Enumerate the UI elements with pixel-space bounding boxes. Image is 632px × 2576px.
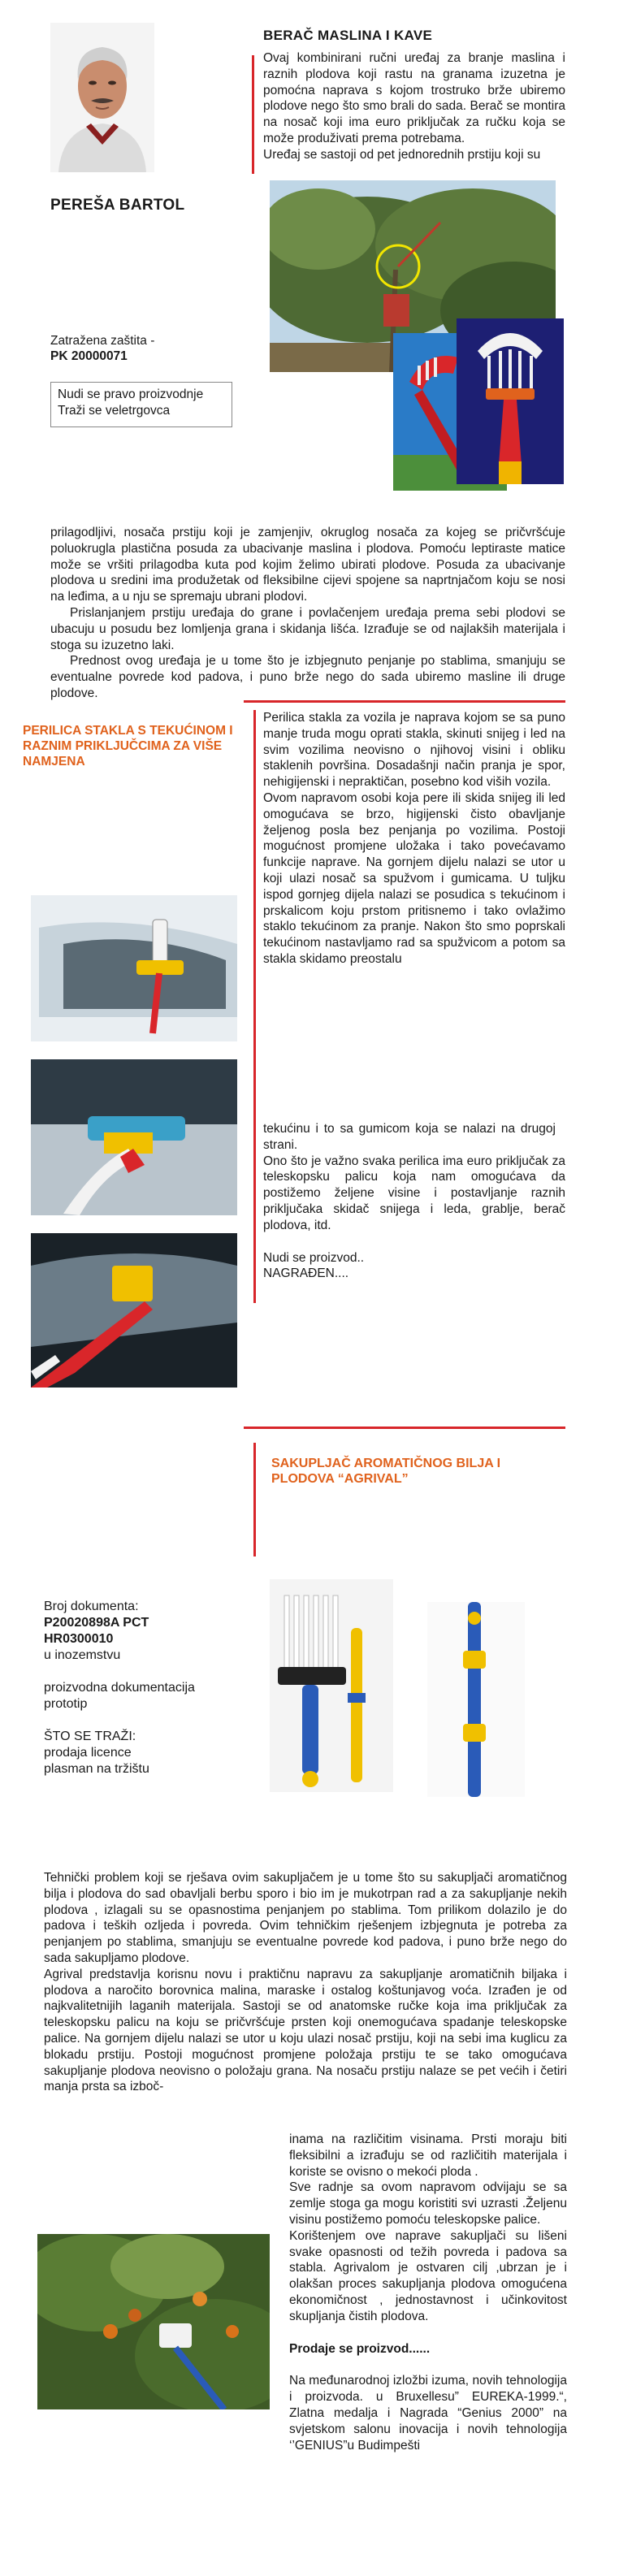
section2-text (263, 710, 565, 968)
doc-prototype: prototip (44, 1697, 88, 1711)
olive-harvester-fork-photo (457, 318, 564, 484)
section2-title: PERILICA STAKLA S TEKUĆINOM I RAZNIM PRIKLJUČCIMA ZA VIŠE NAMJENA (23, 724, 233, 768)
section2-text-cont (263, 1121, 565, 1282)
body-paragraph: tekućinu i to sa gumicom koja se nalazi na drugoj strani. (263, 1122, 556, 1152)
doc-number: HR0300010 (44, 1632, 114, 1646)
awards-text: Na međunarodnoj izložbi izuma, novih tehnologija i proizvoda. u Bruxellesu” EUREKA-1999.“, Zlatna medalja i Nagrada “Genius 2000” na svjetskom salonu inovacija i novih tehnologija ‘’GENIUS”u Budimpešti (289, 2374, 567, 2453)
seek-label: ŠTO SE TRAŽI: (44, 1730, 136, 1743)
offer-text: Nudi se proizvod.. (263, 1250, 365, 1265)
award-text: NAGRAĐEN.... (263, 1266, 349, 1281)
red-divider (253, 1443, 256, 1556)
section1-title: BERAČ MASLINA I KAVE (263, 28, 433, 43)
intro-text-2: Uređaj se sastoji od pet jednorednih prstiju koji su (263, 147, 541, 162)
red-divider (252, 55, 254, 174)
body-paragraph: Sve radnje sa ovom napravom odvijaju se sa zemlje stoga ga mogu koristiti svi uzrasti .Željenu visinu postižemo pomoću teleskopske palice. (289, 2180, 567, 2227)
body-paragraph: Korištenjem ove naprave sakupljači su lišeni svake opasnosti od težih povreda i padova sa stabla. Agrivalom je ostvaren cilj ,ubrzan je i olakšan proces sakupljanja plodova omogućena ekonomičnost , jednostavnost i učinkovitost skupljanja čistih plodova. (289, 2228, 567, 2323)
body-paragraph: inama na različitim visinama. Prsti moraju biti fleksibilni a izrađuju se od različitih materijala i koriste se ovisno o mekoći ploda . (289, 2132, 567, 2179)
inventor-portrait (50, 23, 154, 172)
section1-body (50, 525, 565, 702)
body-paragraph: Agrival predstavlja korisnu novu i praktičnu napravu za sakupljanje aromatičnih biljaka i plodova a naročito borovnica malina, maraske i ostalog koštunjavog voća. Izrađen je od najkvalitetnijih laganih materijala. Sastoji se od anatomske ručke koja ima priključak za teleskopsku palicu na koju se pričvršćuje prsten koji onemogućava spadanje teleskopske palice. Na gornjem dijelu nalazi se utor u koju ulazi nosač prstiju, koji na sebi ima kuglicu za blokadu prstiju. Postoji mogućnost promjene položaja prstiju te se tako omogućava sakupljanje plodova neovisno o položaju grana. Na nosaču prstiju nalaze se pet većih i četiri manja prsta sa izboč- (44, 1967, 567, 2094)
offer-line-2: Traži se veletrgovca (58, 403, 171, 418)
body-paragraph: prilagodljivi, nosača prstiju koji je zamjenjiv, okruglog nosača za kojeg se pričvršćuje poluokrugla plastična posuda za ubacivanje maslina i plodova. Pomoću leptiraste matice može se vršiti prilagodba kuta pod kojim želimo ubirati plodove. Posuda za ubacivanje plodova u sredini ima produžetak od fleksibilne cijevi spojene sa naprtnjačom koju se nosi na leđima, a u nju se spremaju ubrani plodovi. (50, 526, 565, 604)
section3-body (44, 1870, 567, 2095)
red-divider (253, 710, 256, 1303)
berry-picking-photo (37, 2234, 270, 2409)
body-paragraph: Ovom napravom osobi koja pere ili skida snijeg ili led omogućava se brzo, higijenski čisto obavljanje željenog posla bez penjanja po vozilima. Postoji mogućnost promjene uložaka i tako povećavamo funkcije naprave. Na gornjem dijelu nalazi se utor u koji ulazi nosač sa spužvom i gumicama. U tuljku ispod gornjeg dijela nalazi se posudica s tekućinom i prskalicom koju prstom pritisnemo i tako ovlažimo staklo tekućinom za pranje. Nakon što smo poprskali tekućinom nastavljamo rad sa spužvicom a potom sa stakla skidamo preostalu (263, 790, 565, 966)
snow-scraper-photo (31, 1233, 237, 1388)
offer-text: Prodaje se proizvod...... (289, 2341, 431, 2356)
section-divider (244, 1427, 565, 1429)
protection-number: PK 20000071 (50, 349, 128, 363)
doc-label: Broj dokumenta: (44, 1600, 139, 1613)
body-paragraph: Ono što je važno svaka perilica ima euro priključak za teleskopsku palicu koja nam omogućava da postižemo željene visine i postavljanje raznih priključaka skidač snijega i leda, grablje, berač plodova, itd. (263, 1154, 565, 1232)
body-paragraph: Prislanjanjem prstiju uređaja do grane i povlačenjem uređaja prema sebi plodovi se ubacuju u posudu bez lomljenja grana i skidanja lišća. Izrađuje se od najlakših materijala i stoga su izuzetno laki. (50, 605, 565, 652)
agrival-fork-photo (427, 1602, 525, 1797)
section1-intro (263, 50, 565, 163)
car-window-washer-photo (31, 895, 237, 1041)
doc-number: P20020898A PCT (44, 1616, 149, 1630)
seek-item: prodaja licence (44, 1746, 132, 1760)
inventor-name: PEREŠA BARTOL (50, 197, 185, 214)
window-washer-closeup-photo (31, 1059, 237, 1215)
section-divider (244, 700, 565, 703)
body-paragraph: Tehnički problem koji se rješava ovim sakupljačem je u tome što su sakupljači aromatičnog bilja i plodova do sad obavljali berbu sporo i bio im je mukotrpan rad a za sakupljanje nekih plodova , izlagali su se opasnostima penjanjem po stablima. Tom prilikom dolazilo je do padova i teških ozljeda i povreda. Ovim tehničkim rješenjem izbjegnuta je potreba za penjanjem po stablima, smanjuju se eventualne povrede kod padova, i puno brže nego do sada sakupljamo plodove. (44, 1871, 567, 1965)
body-paragraph: Prednost ovog uređaja je u tome što je izbjegnuto penjanje po stablima, smanjuju se eventualne povrede kod padova, i puno brže nego do sada ubiremo masline ili druge plodove. (50, 654, 565, 700)
agrival-tools-photo (270, 1579, 393, 1792)
seek-item: plasman na tržištu (44, 1762, 149, 1776)
doc-prod: proizvodna dokumentacija (44, 1681, 195, 1695)
intro-text: Ovaj kombinirani ručni uređaj za branje maslina i raznih plodova koji rastu na granama izuzetna je pomoćna naprava s kojom trostruko brže ubiremo plodove nego što smo brali do sada. Berač se montira na nosač koji ima euro priključak za ručku koja se može produživati prema potrebama. (263, 51, 565, 145)
section3-body-cont (289, 2132, 567, 2453)
protection-label: Zatražena zaštita - (50, 334, 155, 348)
section3-title: SAKUPLJAČ AROMATIČNOG BILJA I PLODOVA “AGRIVAL” (271, 1457, 501, 1486)
doc-abroad: u inozemstvu (44, 1648, 121, 1662)
offer-box (50, 382, 232, 427)
offer-line-1: Nudi se pravo proizvodnje (58, 387, 204, 401)
body-paragraph: Perilica stakla za vozila je naprava kojom se sa puno manje truda mogu oprati stakla, skinuti snijeg i led na svim vozilima neovisno o njihovoj visini i obliku staklenih površina. Dosadašnji način pranja je spor, nehigijenski i nepraktičan, posebno kod viših vozila. (263, 711, 565, 790)
document-info (44, 1599, 239, 1777)
